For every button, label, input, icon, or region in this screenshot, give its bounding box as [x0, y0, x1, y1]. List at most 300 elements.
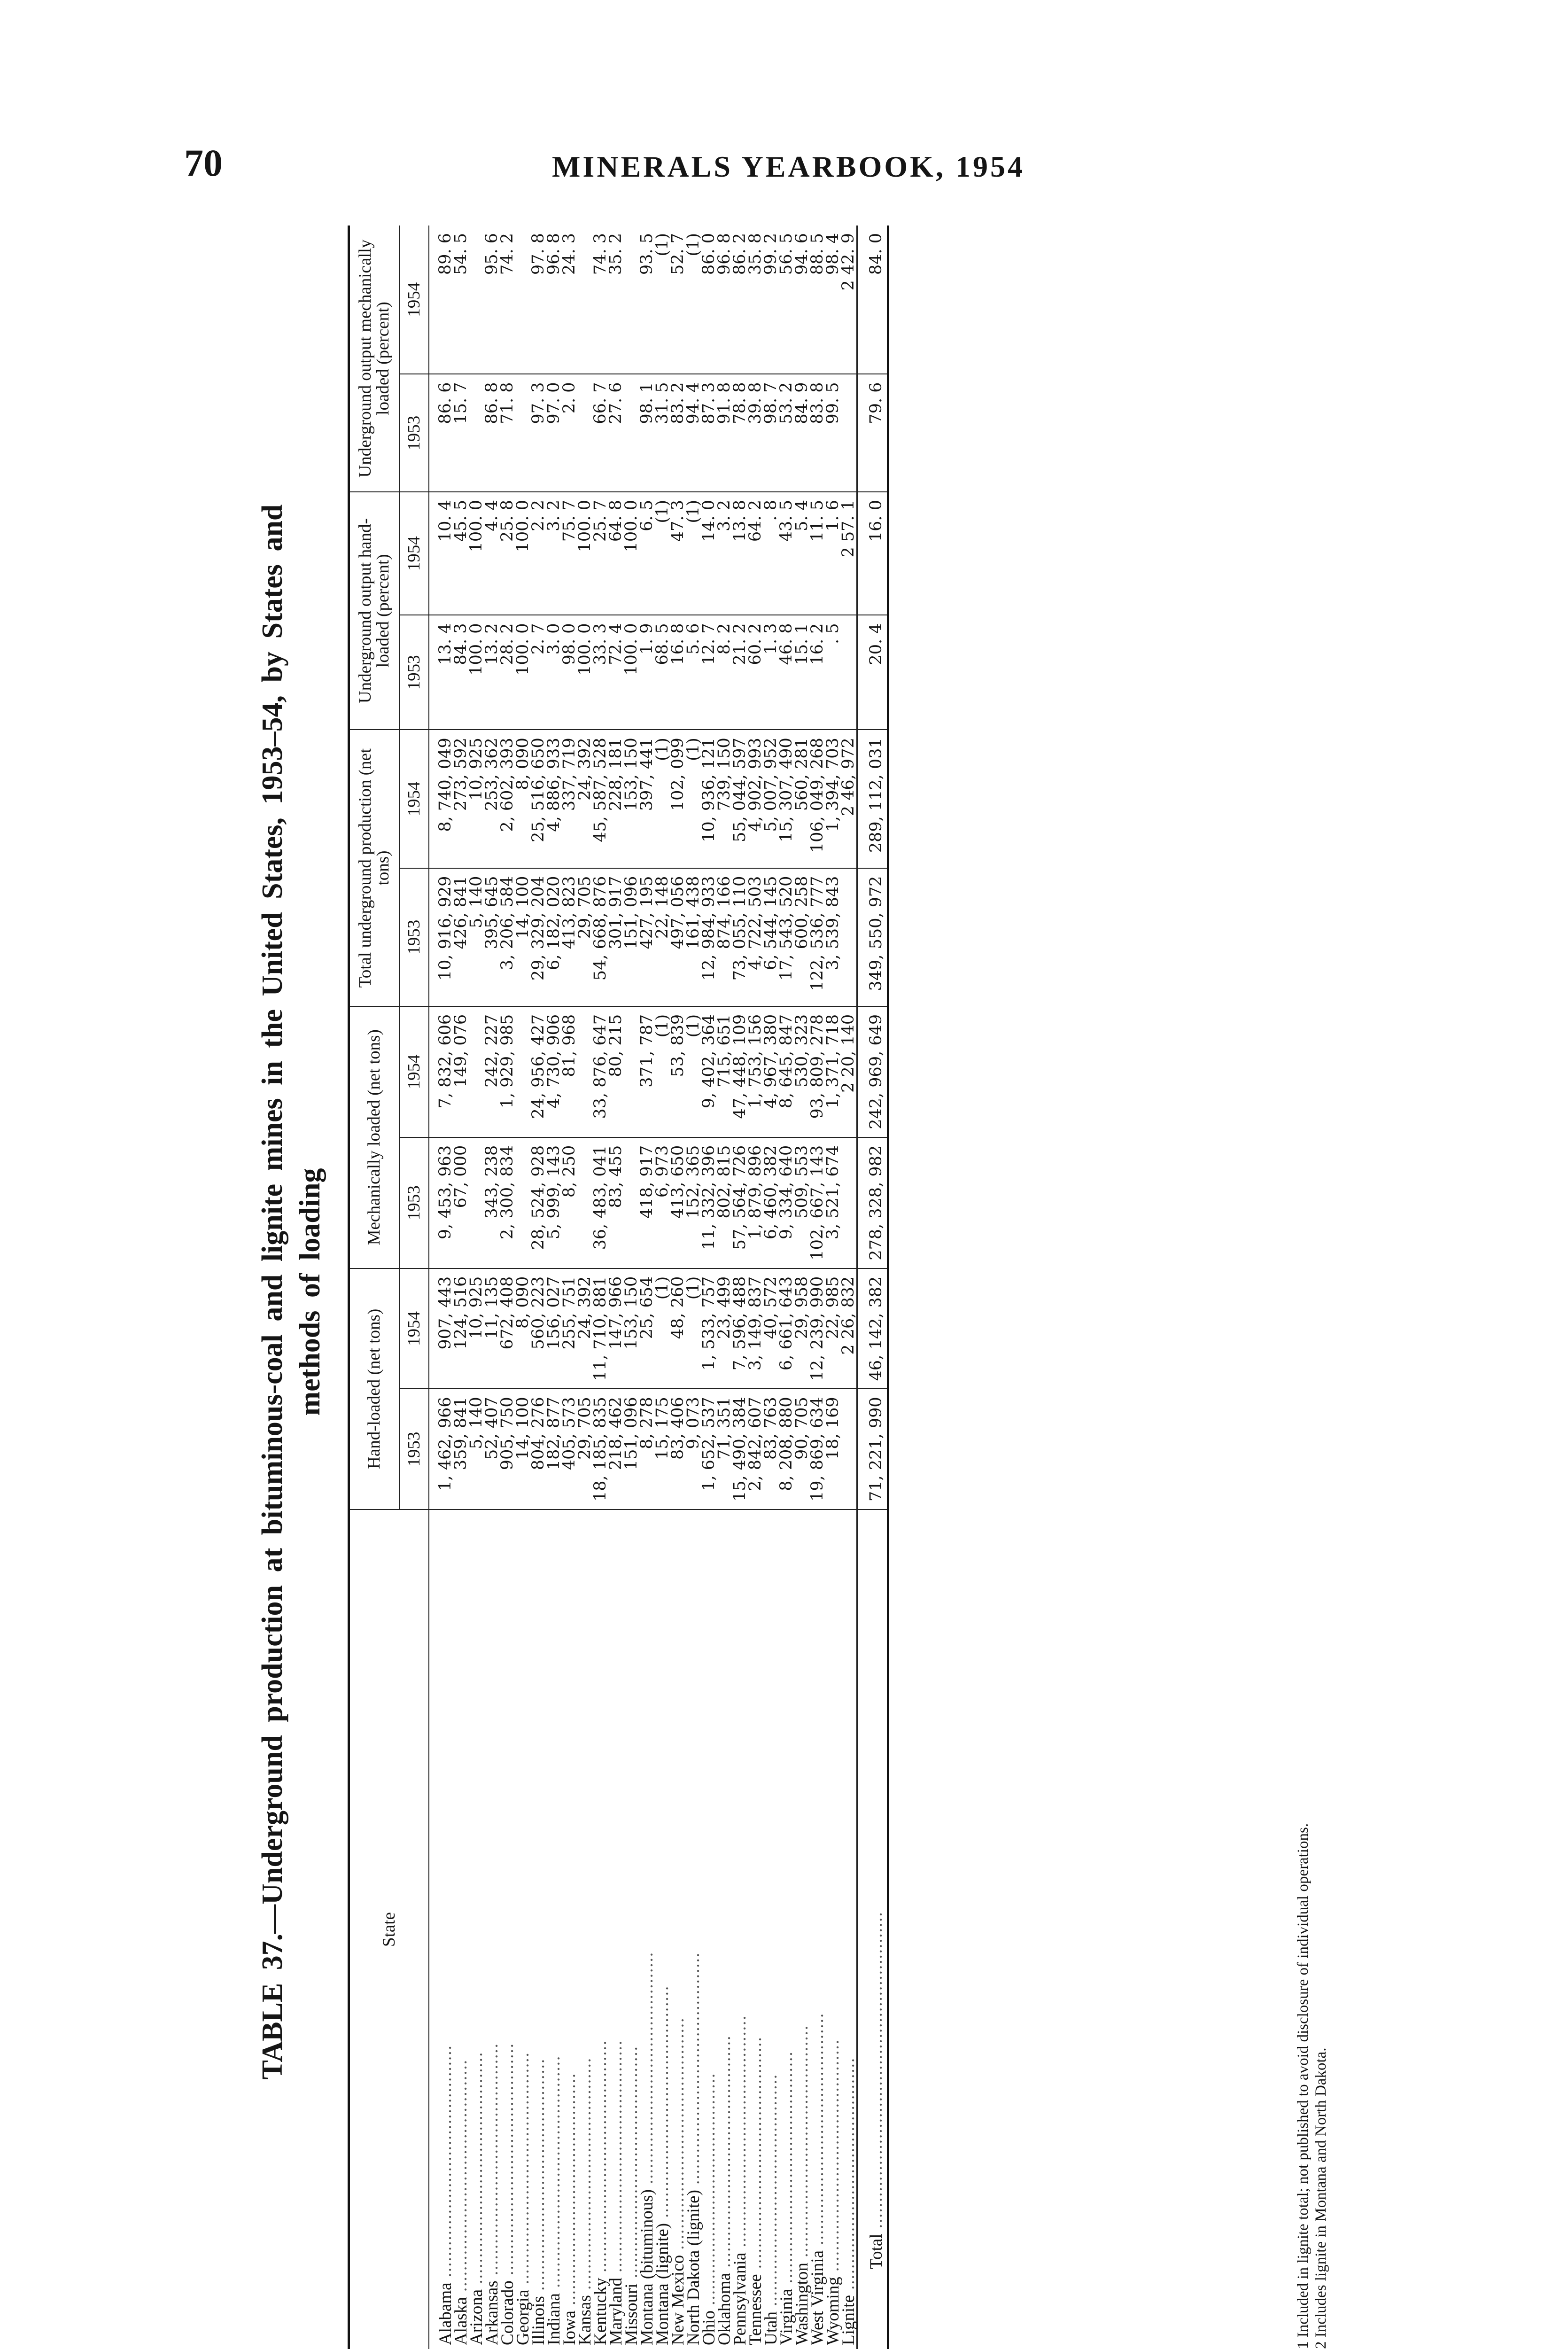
value-cell: 83, 455: [608, 1137, 624, 1268]
value-cell: 99. 2: [763, 226, 779, 374]
footnote-1: 1 Included in lignite total; not published to avoid disclosure of individual operations.: [1295, 1823, 1312, 2349]
value-cell: 46. 8: [779, 615, 794, 730]
value-cell: 11, 710, 881: [593, 1268, 608, 1389]
value-cell: 3, 521, 674: [825, 1137, 841, 1268]
state-name: Kentucky: [591, 2278, 610, 2345]
value-cell: 426, 841: [453, 868, 469, 1006]
state-name: Alaska: [451, 2297, 471, 2345]
value-cell: 337, 719: [562, 730, 577, 868]
state-cell: Montana (lignite) ............................................: [653, 1985, 672, 2345]
header-year: 1954: [399, 492, 429, 615]
state-cell: Lignite ............................................: [839, 2057, 858, 2345]
rotated-table-page: [244, 23, 1348, 2349]
value-cell: 12, 239, 990: [810, 1268, 825, 1389]
header-year: 1953: [399, 615, 429, 730]
value-cell: 343, 238: [484, 1137, 500, 1268]
state-name: Total: [866, 2233, 886, 2269]
value-cell: (1): [686, 1006, 701, 1137]
value-cell: 94. 6: [794, 226, 810, 374]
value-cell: 45. 5: [453, 492, 469, 615]
value-cell: 83, 406: [670, 1389, 686, 1509]
state-name: Arkansas: [482, 2280, 502, 2345]
value-cell: 11. 5: [810, 492, 825, 615]
value-cell: 78. 8: [732, 374, 748, 492]
value-cell: 149, 076: [453, 1006, 469, 1137]
state-name: West Virginia: [808, 2250, 827, 2345]
value-cell: 52. 7: [670, 226, 686, 374]
value-cell: 5. 6: [686, 615, 701, 730]
value-cell: 8, 090: [515, 1268, 531, 1389]
value-cell: 96. 8: [546, 226, 562, 374]
value-cell: 91. 8: [717, 374, 732, 492]
value-cell: 2 46, 972: [841, 730, 857, 868]
value-cell: 2. 7: [531, 615, 546, 730]
value-cell: 4, 967, 380: [763, 1006, 779, 1137]
value-cell: 418, 917: [639, 1137, 655, 1268]
value-cell: 55, 044, 597: [732, 730, 748, 868]
value-cell: 72. 4: [608, 615, 624, 730]
value-cell: [841, 1137, 857, 1268]
value-cell: 2 26, 832: [841, 1268, 857, 1389]
value-cell: [841, 615, 857, 730]
value-cell: 2. 2: [531, 492, 546, 615]
value-cell: 5, 999, 143: [546, 1137, 562, 1268]
value-cell: 46, 142, 382: [857, 1268, 888, 1389]
value-cell: 96. 8: [717, 226, 732, 374]
value-cell: 64. 2: [748, 492, 763, 615]
value-cell: 395, 645: [484, 868, 500, 1006]
header-year: 1953: [399, 1137, 429, 1268]
value-cell: 9, 453, 963: [429, 1137, 453, 1268]
state-cell: Missouri ............................................: [622, 2046, 641, 2345]
value-cell: 278, 328, 982: [857, 1137, 888, 1268]
value-cell: 53, 839: [670, 1006, 686, 1137]
value-cell: 1. 3: [763, 615, 779, 730]
table-title: [254, 235, 329, 2349]
value-cell: 10, 925: [469, 1268, 484, 1389]
value-cell: 6. 5: [639, 492, 655, 615]
value-cell: 15, 307, 490: [779, 730, 794, 868]
value-cell: 6, 182, 020: [546, 868, 562, 1006]
value-cell: 29, 329, 204: [531, 868, 546, 1006]
state-cell: Alaska ............................................: [451, 2059, 471, 2345]
value-cell: 4, 722, 503: [748, 868, 763, 1006]
value-cell: 218, 462: [608, 1389, 624, 1509]
value-cell: 52, 407: [484, 1389, 500, 1509]
value-cell: 907, 443: [429, 1268, 453, 1389]
value-cell: 8, 208, 880: [779, 1389, 794, 1509]
header-year: 1954: [399, 730, 429, 868]
value-cell: 29, 705: [577, 1389, 593, 1509]
state-name: Pennsylvania: [730, 2252, 750, 2345]
page-number: 70: [184, 141, 223, 184]
value-cell: 100. 0: [469, 492, 484, 615]
value-cell: 8, 740, 049: [429, 730, 453, 868]
value-cell: 71, 351: [717, 1389, 732, 1509]
value-cell: 94. 4: [686, 374, 701, 492]
value-cell: [841, 868, 857, 1006]
header-total-production: Total underground production (net tons): [349, 730, 400, 1006]
value-cell: 98. 0: [562, 615, 577, 730]
value-cell: 13. 8: [732, 492, 748, 615]
state-cell: Montana (bituminous) ............................................: [637, 1951, 657, 2345]
value-cell: 24, 392: [577, 730, 593, 868]
value-cell: 16. 0: [857, 492, 888, 615]
state-cell: Arkansas ............................................: [482, 2043, 502, 2345]
state-name: Wyoming: [823, 2277, 843, 2345]
header-pct-hand: Underground output hand-loaded (percent): [349, 492, 400, 730]
state-name: Colorado: [498, 2280, 517, 2345]
value-cell: 100. 0: [515, 492, 531, 615]
state-name: Missouri: [622, 2283, 641, 2345]
value-cell: 97. 0: [546, 374, 562, 492]
value-cell: 509, 553: [794, 1137, 810, 1268]
value-cell: (1): [655, 730, 670, 868]
value-cell: 156, 027: [546, 1268, 562, 1389]
value-cell: 84. 9: [794, 374, 810, 492]
value-cell: 2 20, 140: [841, 1006, 857, 1137]
value-cell: 102, 099: [670, 730, 686, 868]
value-cell: 804, 276: [531, 1389, 546, 1509]
value-cell: 10, 925: [469, 730, 484, 868]
value-cell: 56. 5: [779, 226, 794, 374]
value-cell: 6, 661, 643: [779, 1268, 794, 1389]
state-name: Maryland: [606, 2278, 626, 2345]
value-cell: (1): [686, 730, 701, 868]
value-cell: 874, 166: [717, 868, 732, 1006]
value-cell: 1, 753, 156: [748, 1006, 763, 1137]
value-cell: 84. 0: [857, 226, 888, 374]
value-cell: 2, 602, 393: [500, 730, 515, 868]
value-cell: 86. 2: [732, 226, 748, 374]
value-cell: 5. 4: [794, 492, 810, 615]
value-cell: 14, 100: [515, 868, 531, 1006]
state-name: Virginia: [777, 2288, 796, 2345]
value-cell: 5, 140: [469, 868, 484, 1006]
value-cell: 600, 258: [794, 868, 810, 1006]
table-row: [429, 226, 453, 2349]
value-cell: 12. 7: [701, 615, 717, 730]
value-cell: 100. 0: [577, 615, 593, 730]
state-cell: Total ............................................................: [857, 1509, 888, 2349]
value-cell: 31. 5: [655, 374, 670, 492]
value-cell: 29, 958: [794, 1268, 810, 1389]
value-cell: 86. 0: [701, 226, 717, 374]
value-cell: 301, 917: [608, 868, 624, 1006]
value-cell: 73, 055, 110: [732, 868, 748, 1006]
value-cell: (1): [655, 1006, 670, 1137]
value-cell: 1, 879, 896: [748, 1137, 763, 1268]
value-cell: 6, 973: [655, 1137, 670, 1268]
value-cell: 9, 334, 640: [779, 1137, 794, 1268]
state-name: Tennessee: [746, 2274, 765, 2345]
value-cell: 153, 150: [624, 730, 639, 868]
value-cell: 3. 2: [546, 492, 562, 615]
state-cell: Maryland ............................................: [606, 2039, 626, 2345]
value-cell: 36, 483, 041: [593, 1137, 608, 1268]
header-year: 1954: [399, 1006, 429, 1137]
value-cell: 28. 2: [500, 615, 515, 730]
value-cell: 84. 3: [453, 615, 469, 730]
value-cell: 97. 3: [531, 374, 546, 492]
value-cell: 48, 260: [670, 1268, 686, 1389]
state-name: Montana (bituminous): [637, 2189, 657, 2345]
state-name: Arizona: [467, 2289, 486, 2345]
value-cell: 397, 441: [639, 730, 655, 868]
state-name: Iowa: [560, 2310, 579, 2345]
value-cell: . 8: [763, 492, 779, 615]
state-name: Utah: [761, 2311, 781, 2345]
header-state: State: [349, 1509, 429, 2349]
value-cell: 122, 536, 777: [810, 868, 825, 1006]
value-cell: 228, 181: [608, 730, 624, 868]
value-cell: 7, 832, 606: [429, 1006, 453, 1137]
value-cell: 100. 0: [624, 615, 639, 730]
value-cell: 74. 2: [500, 226, 515, 374]
value-cell: 3, 206, 584: [500, 868, 515, 1006]
value-cell: 12, 984, 933: [701, 868, 717, 1006]
value-cell: 8, 090: [515, 730, 531, 868]
value-cell: 53. 2: [779, 374, 794, 492]
value-cell: 47, 448, 109: [732, 1006, 748, 1137]
running-head: MINERALS YEARBOOK, 1954: [552, 150, 1025, 183]
value-cell: 24, 392: [577, 1268, 593, 1389]
value-cell: 739, 150: [717, 730, 732, 868]
value-cell: 3. 0: [546, 615, 562, 730]
value-cell: 2, 842, 607: [748, 1389, 763, 1509]
value-cell: 80, 215: [608, 1006, 624, 1137]
table-body: [429, 226, 888, 2349]
value-cell: 161, 438: [686, 868, 701, 1006]
value-cell: 25. 8: [500, 492, 515, 615]
value-cell: 715, 651: [717, 1006, 732, 1137]
state-cell: Alabama ............................................: [436, 2045, 455, 2345]
state-cell: Illinois ............................................: [529, 2058, 548, 2345]
value-cell: 66. 7: [593, 374, 608, 492]
value-cell: 4. 4: [484, 492, 500, 615]
value-cell: 9, 073: [686, 1389, 701, 1509]
state-cell: Oklahoma ............................................: [715, 2035, 734, 2345]
state-cell: North Dakota (lignite) ............................................: [684, 1952, 703, 2345]
value-cell: 24. 3: [562, 226, 577, 374]
value-cell: 1, 929, 985: [500, 1006, 515, 1137]
value-cell: 87. 3: [701, 374, 717, 492]
value-cell: 1, 371, 718: [825, 1006, 841, 1137]
value-cell: 17, 543, 520: [779, 868, 794, 1006]
header-hand-loaded: Hand-loaded (net tons): [349, 1268, 400, 1509]
state-cell: Kentucky ............................................: [591, 2039, 610, 2345]
value-cell: 1. 6: [825, 492, 841, 615]
value-cell: 27. 6: [608, 374, 624, 492]
value-cell: 3, 149, 837: [748, 1268, 763, 1389]
value-cell: 81, 968: [562, 1006, 577, 1137]
value-cell: 8, 278: [639, 1389, 655, 1509]
value-cell: 2, 300, 834: [500, 1137, 515, 1268]
value-cell: 21. 2: [732, 615, 748, 730]
value-cell: 6, 460, 382: [763, 1137, 779, 1268]
value-cell: 15. 7: [453, 374, 469, 492]
value-cell: 1. 9: [639, 615, 655, 730]
value-cell: 3, 539, 843: [825, 868, 841, 1006]
state-name: Washington: [792, 2263, 812, 2345]
value-cell: 147, 966: [608, 1268, 624, 1389]
value-cell: 98. 4: [825, 226, 841, 374]
header-year: 1953: [399, 374, 429, 492]
value-cell: 40, 572: [763, 1268, 779, 1389]
state-cell: Indiana ............................................: [544, 2055, 564, 2345]
value-cell: 349, 550, 972: [857, 868, 888, 1006]
value-cell: 18, 169: [825, 1389, 841, 1509]
state-cell: Virginia ............................................: [777, 2051, 796, 2345]
state-name: Indiana: [544, 2293, 564, 2345]
value-cell: 560, 223: [531, 1268, 546, 1389]
value-cell: 64. 8: [608, 492, 624, 615]
state-name: North Dakota (lignite): [684, 2190, 703, 2345]
state-cell: Pennsylvania ............................................: [730, 2015, 750, 2345]
value-cell: (1): [655, 492, 670, 615]
value-cell: 33, 876, 647: [593, 1006, 608, 1137]
state-name: Georgia: [513, 2289, 533, 2345]
value-cell: 427, 195: [639, 868, 655, 1006]
value-cell: 5, 007, 952: [763, 730, 779, 868]
value-cell: 20. 4: [857, 615, 888, 730]
value-cell: (1): [686, 1268, 701, 1389]
header-mech-loaded: Mechanically loaded (net tons): [349, 1006, 400, 1268]
value-cell: 74. 3: [593, 226, 608, 374]
state-name: Lignite: [839, 2295, 858, 2345]
value-cell: 182, 877: [546, 1389, 562, 1509]
state-cell: Washington ............................................: [792, 2024, 812, 2345]
value-cell: 15. 1: [794, 615, 810, 730]
value-cell: 86. 8: [484, 374, 500, 492]
value-cell: (1): [686, 226, 701, 374]
value-cell: 530, 323: [794, 1006, 810, 1137]
value-cell: 124, 516: [453, 1268, 469, 1389]
state-name: Alabama: [436, 2282, 455, 2345]
value-cell: 497, 056: [670, 868, 686, 1006]
value-cell: 22, 985: [825, 1268, 841, 1389]
value-cell: 15, 490, 384: [732, 1389, 748, 1509]
value-cell: [841, 1389, 857, 1509]
value-cell: 33. 3: [593, 615, 608, 730]
value-cell: 413, 650: [670, 1137, 686, 1268]
value-cell: 14. 0: [701, 492, 717, 615]
value-cell: 371, 787: [639, 1006, 655, 1137]
value-cell: 273, 592: [453, 730, 469, 868]
value-cell: 67, 000: [453, 1137, 469, 1268]
value-cell: 71, 221, 990: [857, 1389, 888, 1509]
value-cell: 359, 841: [453, 1389, 469, 1509]
value-cell: 35. 8: [748, 226, 763, 374]
value-cell: 4, 730, 906: [546, 1006, 562, 1137]
value-cell: 242, 969, 649: [857, 1006, 888, 1137]
value-cell: 18, 185, 835: [593, 1389, 608, 1509]
value-cell: 93, 809, 278: [810, 1006, 825, 1137]
value-cell: 255, 751: [562, 1268, 577, 1389]
state-name: New Mexico: [668, 2255, 688, 2345]
value-cell: 24, 956, 427: [531, 1006, 546, 1137]
value-cell: 15, 175: [655, 1389, 670, 1509]
value-cell: 253, 362: [484, 730, 500, 868]
value-cell: 88. 5: [810, 226, 825, 374]
value-cell: . 5: [825, 615, 841, 730]
state-name: Illinois: [529, 2296, 548, 2345]
value-cell: 100. 0: [469, 615, 484, 730]
value-cell: 71. 8: [500, 374, 515, 492]
value-cell: 11, 332, 396: [701, 1137, 717, 1268]
state-cell: Wyoming ............................................: [823, 2038, 843, 2345]
state-cell: Iowa ............................................: [560, 2072, 579, 2345]
value-cell: [841, 374, 857, 492]
value-cell: 242, 227: [484, 1006, 500, 1137]
value-cell: 75. 7: [562, 492, 577, 615]
value-cell: 99. 5: [825, 374, 841, 492]
value-cell: 413, 823: [562, 868, 577, 1006]
value-cell: 83, 763: [763, 1389, 779, 1509]
header-year: 1953: [399, 868, 429, 1006]
value-cell: 1, 533, 757: [701, 1268, 717, 1389]
total-row: [857, 226, 888, 2349]
value-cell: 47. 3: [670, 492, 686, 615]
footnotes: [1294, 1823, 1330, 2349]
value-cell: 11, 135: [484, 1268, 500, 1389]
state-cell: Colorado ............................................: [498, 2043, 517, 2345]
value-cell: 4, 902, 993: [748, 730, 763, 868]
value-cell: (1): [686, 492, 701, 615]
value-cell: 16. 2: [810, 615, 825, 730]
value-cell: 7, 596, 488: [732, 1268, 748, 1389]
state-cell: Arizona ............................................: [467, 2051, 486, 2345]
header-pct-mech: Underground output mechanically loaded (percent): [349, 226, 400, 492]
header-year: 1954: [399, 226, 429, 374]
footnote-2: 2 Includes lignite in Montana and North Dakota.: [1312, 2047, 1329, 2349]
state-cell: Tennessee ............................................: [746, 2036, 765, 2345]
value-cell: 5, 140: [469, 1389, 484, 1509]
value-cell: 802, 815: [717, 1137, 732, 1268]
value-cell: (1): [655, 1268, 670, 1389]
value-cell: 10. 4: [429, 492, 453, 615]
value-cell: 25, 516, 650: [531, 730, 546, 868]
value-cell: 1, 462, 966: [429, 1389, 453, 1509]
value-cell: 3. 2: [717, 492, 732, 615]
value-cell: 560, 281: [794, 730, 810, 868]
value-cell: 86. 6: [429, 374, 453, 492]
value-cell: 23, 499: [717, 1268, 732, 1389]
value-cell: 152, 365: [686, 1137, 701, 1268]
value-cell: 6, 544, 145: [763, 868, 779, 1006]
state-name: Ohio: [699, 2310, 719, 2345]
value-cell: 98. 7: [763, 374, 779, 492]
value-cell: 54. 5: [453, 226, 469, 374]
table-title-line-1: TABLE 37.—Underground production at bituminous-coal and lignite mines in the United States, 1953–54, by States and: [256, 504, 288, 2080]
value-cell: 39. 8: [748, 374, 763, 492]
value-cell: 1, 394, 703: [825, 730, 841, 868]
header-year: 1953: [399, 1389, 429, 1509]
value-cell: 95. 6: [484, 226, 500, 374]
state-cell: West Virginia ............................................: [808, 2012, 827, 2345]
state-name: Oklahoma: [715, 2272, 734, 2345]
value-cell: 2 57. 1: [841, 492, 857, 615]
value-cell: 10, 916, 929: [429, 868, 453, 1006]
value-cell: 151, 096: [624, 1389, 639, 1509]
production-table: [348, 226, 889, 2349]
value-cell: 106, 049, 268: [810, 730, 825, 868]
value-cell: 2 42. 9: [841, 226, 857, 374]
value-cell: 16. 8: [670, 615, 686, 730]
value-cell: 289, 112, 031: [857, 730, 888, 868]
value-cell: 102, 667, 143: [810, 1137, 825, 1268]
state-name: Montana (lignite): [653, 2223, 672, 2345]
